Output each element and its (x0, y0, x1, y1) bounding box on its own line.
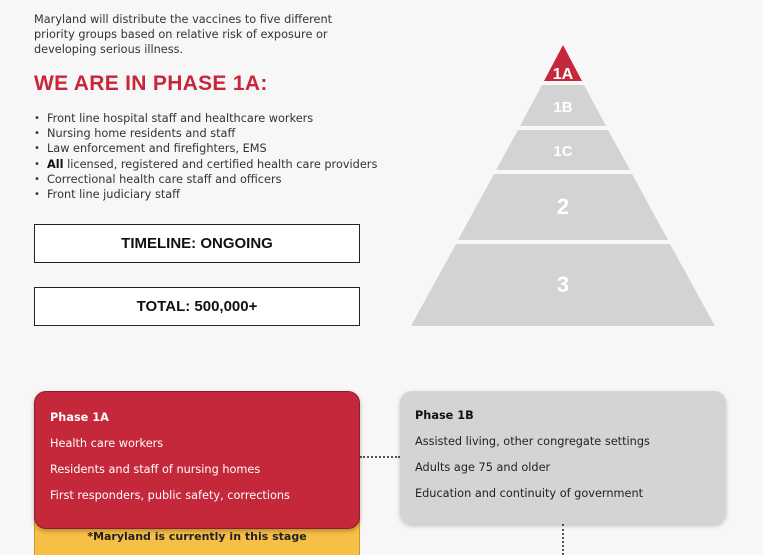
card-item: Health care workers (50, 437, 164, 450)
list-item: • Front line hospital staff and healthcare workers (34, 111, 394, 126)
card-item: Residents and staff of nursing homes (50, 463, 261, 476)
list-item: • Nursing home residents and staff (34, 126, 394, 141)
card-item: Education and continuity of government (415, 487, 644, 500)
pyramid-label-3: 3 (556, 272, 570, 297)
pyramid-label-1a: 1A (552, 66, 574, 83)
priority-group-list (34, 111, 394, 202)
card-item: First responders, public safety, corrections (50, 489, 290, 502)
list-item: • Front line judiciary staff (34, 187, 394, 202)
pyramid-label-2: 2 (556, 194, 570, 219)
phase-1b-card (400, 391, 726, 524)
card-item: Adults age 75 and older (415, 461, 551, 474)
phase-1a-card (34, 391, 360, 529)
list-item: • Law enforcement and firefighters, EMS (34, 141, 394, 156)
phase-pyramid (408, 42, 718, 330)
current-phase-heading: WE ARE IN PHASE 1A: (34, 72, 268, 95)
connector-line (360, 456, 400, 458)
timeline-box: TIMELINE: ONGOING (34, 224, 360, 263)
connector-line-vertical (562, 524, 564, 555)
card-title: Phase 1A (50, 411, 109, 424)
list-item: • Correctional health care staff and officers (34, 172, 394, 187)
pyramid-label-1b: 1B (553, 99, 573, 116)
total-box: TOTAL: 500,000+ (34, 287, 360, 326)
pyramid-label-1c: 1C (553, 143, 573, 160)
intro-text: Maryland will distribute the vaccines to five different priority groups based on relative risk of exposure or developing serious illness. (34, 13, 333, 56)
list-item: • All licensed, registered and certified health care providers (34, 157, 394, 172)
current-stage-note: *Maryland is currently in this stage (34, 508, 360, 555)
card-item: Assisted living, other congregate settings (415, 435, 650, 448)
card-title: Phase 1B (415, 409, 474, 422)
